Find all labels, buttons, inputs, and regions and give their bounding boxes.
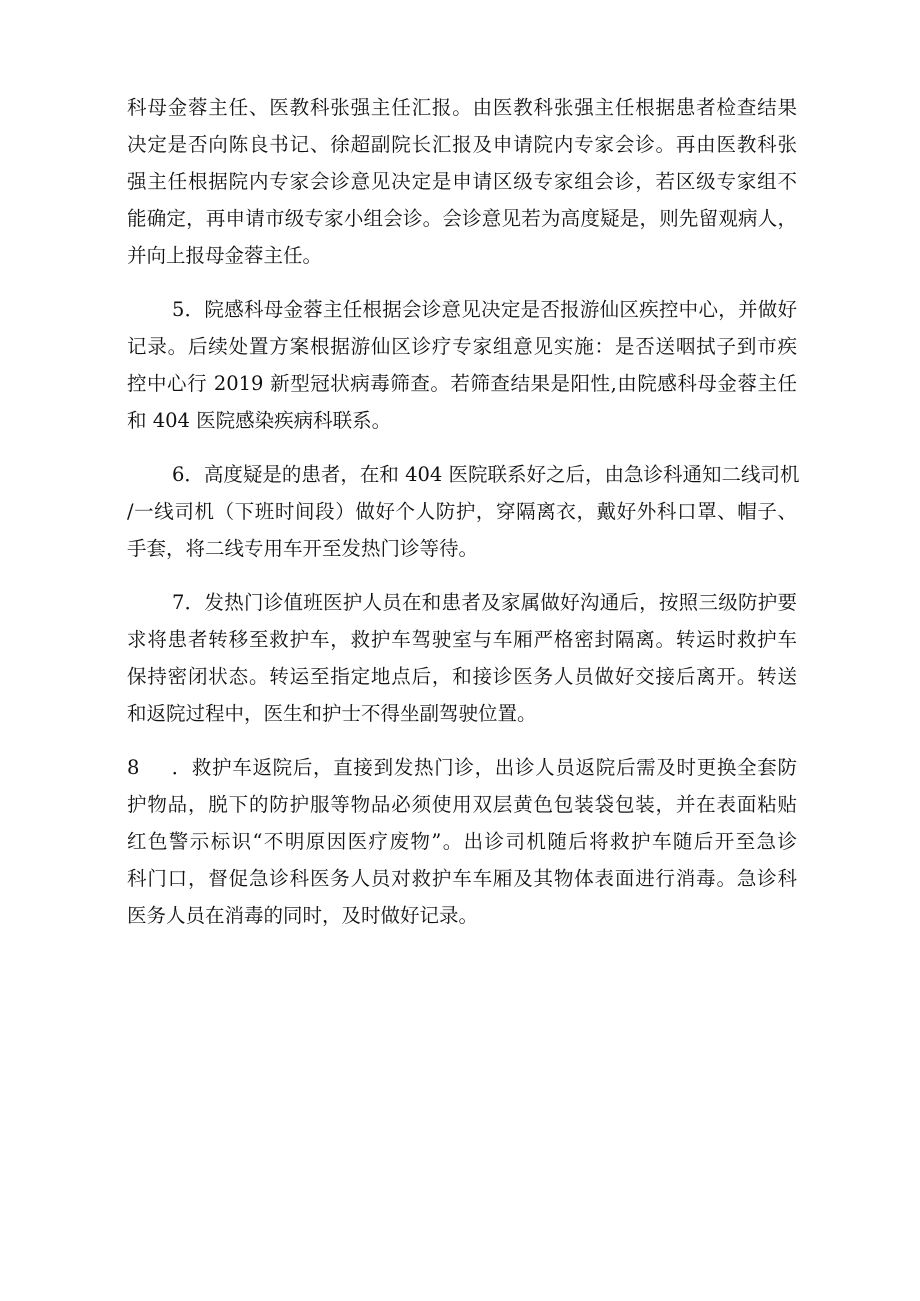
- text-line: 科母金蓉主任、医教科张强主任汇报。由医教科张强主任根据患者检查结果: [127, 96, 797, 119]
- text-line: 手套，将二线专用车开至发热门诊等待。: [127, 537, 479, 560]
- text-line: 并向上报母金蓉主任。: [127, 244, 323, 267]
- text-line: 保持密闭状态。转运至指定地点后，和接诊医务人员做好交接后离开。转送: [127, 665, 797, 688]
- item-number: 8: [127, 756, 140, 779]
- text-line: 护物品，脱下的防护服等物品必须使用双层黄色包装袋包装，并在表面粘贴: [127, 793, 797, 816]
- text-line: 和 404 医院感染疾病科联系。: [127, 409, 392, 432]
- text-line: 记录。后续处置方案根据游仙区诊疗专家组意见实施：是否送咽拭子到市疾: [127, 335, 797, 358]
- text-line-first: [127, 749, 797, 786]
- text-line: 医务人员在消毒的同时，及时做好记录。: [127, 904, 479, 927]
- text-line: 决定是否向陈良书记、徐超副院长汇报及申请院内专家会诊。再由医教科张: [127, 133, 797, 156]
- text-line: 能确定，再申请市级专家小组会诊。会诊意见若为高度疑是，则先留观病人，: [127, 207, 797, 230]
- paragraph-item-8: [127, 749, 797, 934]
- text-line: 科门口，督促急诊科医务人员对救护车车厢及其物体表面进行消毒。急诊科: [127, 867, 797, 890]
- text-line: 控中心行 2019 新型冠状病毒筛查。若筛查结果是阳性,由院感科母金蓉主任: [127, 372, 797, 395]
- text-line: 红色警示标识“不明原因医疗废物”。出诊司机随后将救护车随后开至急诊: [127, 830, 797, 853]
- text-line: 5．院感科母金蓉主任根据会诊意见决定是否报游仙区疾控中心，并做好: [172, 298, 797, 321]
- paragraph-item-7: [127, 584, 797, 732]
- text-line: 强主任根据院内专家会诊意见决定是申请区级专家组会诊，若区级专家组不: [127, 170, 797, 193]
- text-line: /一线司机（下班时间段）做好个人防护，穿隔离衣，戴好外科口罩、帽子、: [127, 500, 797, 523]
- text-line: 7．发热门诊值班医护人员在和患者及家属做好沟通后，按照三级防护要: [172, 591, 797, 614]
- paragraph-continued: [127, 89, 797, 274]
- paragraph-item-6: [127, 456, 800, 567]
- text-line: 和返院过程中，医生和护士不得坐副驾驶位置。: [127, 702, 537, 725]
- paragraph-item-5: [127, 291, 797, 439]
- document-body: [127, 89, 800, 951]
- text-line: 求将患者转移至救护车，救护车驾驶室与车厢严格密封隔离。转运时救护车: [127, 628, 797, 651]
- text-fragment: ．救护车返院后，直接到发热门诊，出诊人员返院后需及时更换全套防: [171, 756, 797, 779]
- text-line: 6．高度疑是的患者，在和 404 医院联系好之后，由急诊科通知二线司机: [172, 463, 800, 486]
